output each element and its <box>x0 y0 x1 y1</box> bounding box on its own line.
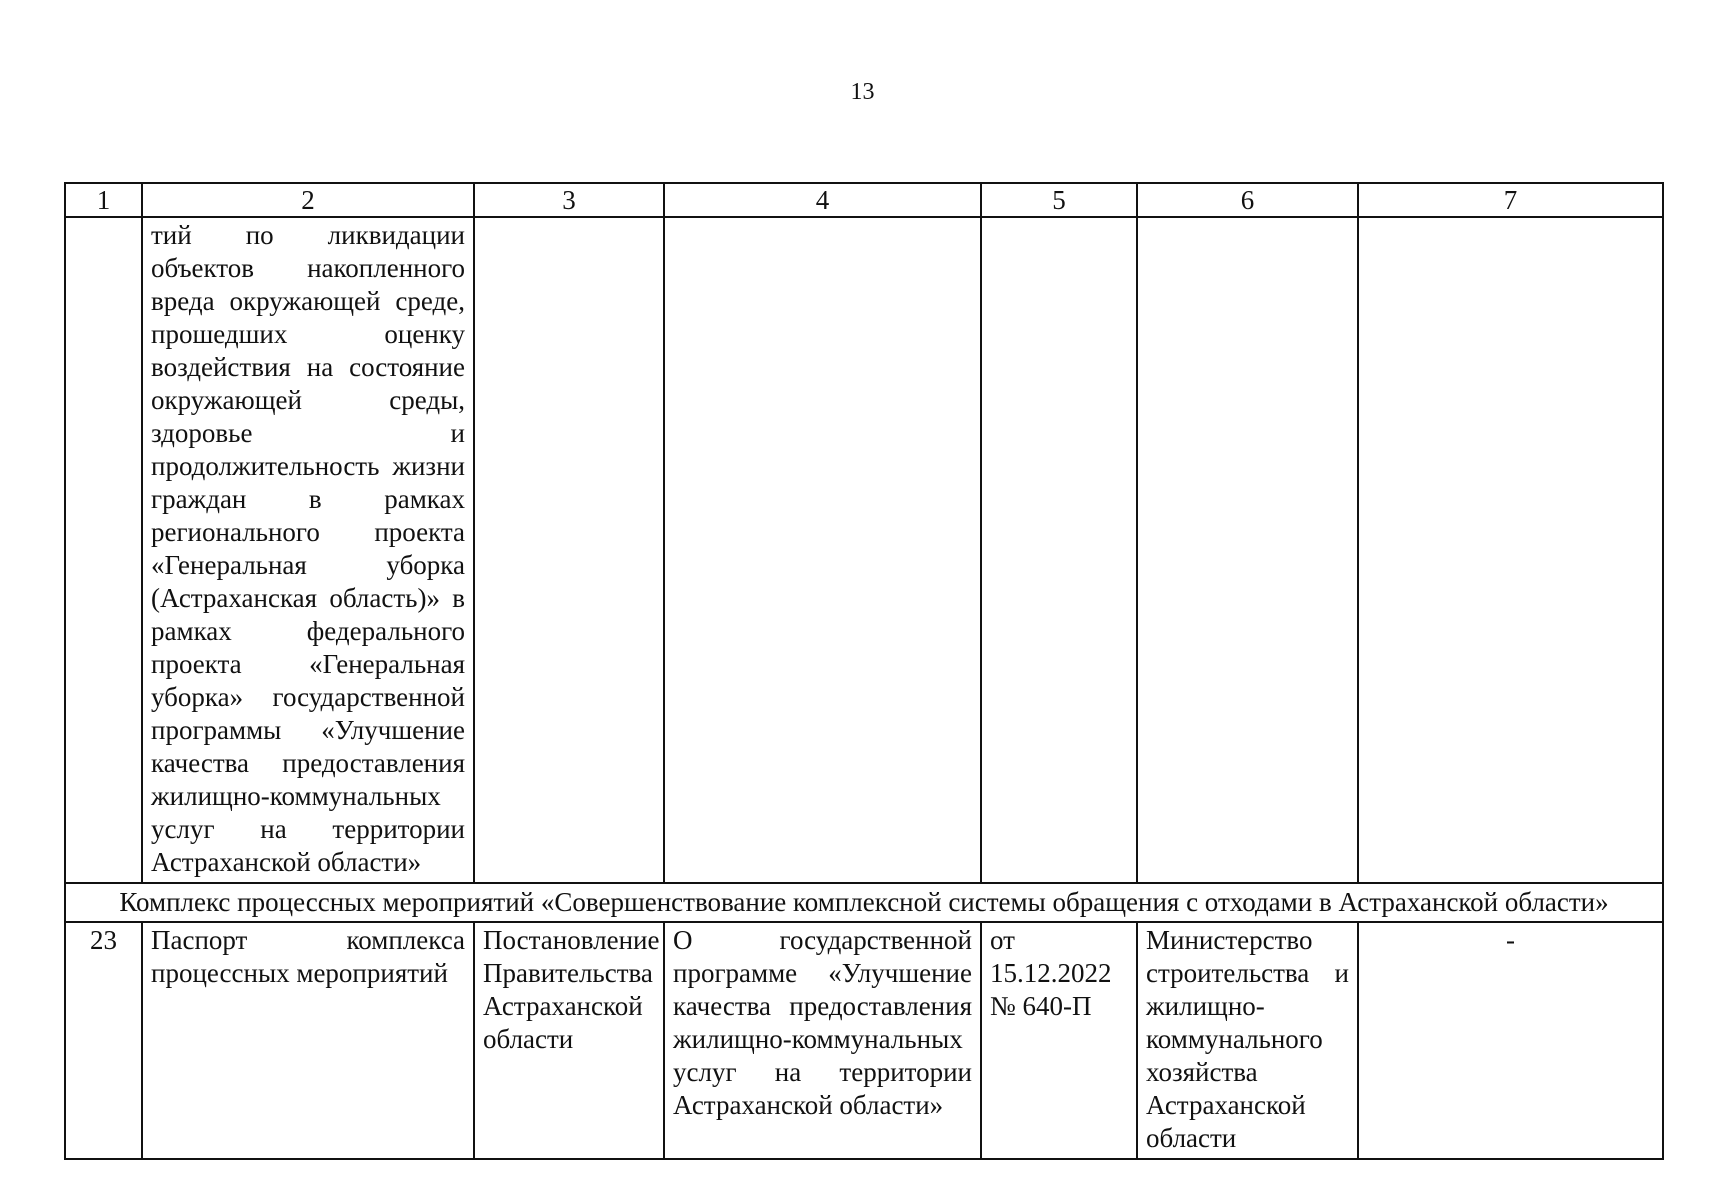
document-name-cell: Паспорт комплекса процессных мероприятий <box>142 922 474 1159</box>
document-number: № 640-П <box>990 991 1092 1021</box>
document-date-cell <box>981 922 1137 1159</box>
continued-row-name-cell: тий по ликвидации объектов накопленного вреда окружающей среде, прошедших оценку воздействия на состояние окружающей среды, здоровье и продолжительность жизни граждан в рамках регионального проекта «Генеральная уборка (Астраханская область)» в рамках федерального проекта «Генеральная уборка» государственной программы «Улучшение качества предоставления жилищно-коммунальных услуг на территории Астраханской области» <box>142 217 474 883</box>
section-heading-row <box>65 883 1663 922</box>
column-numbers-row <box>65 183 1663 217</box>
section-heading: Комплекс процессных мероприятий «Совершенствование комплексной системы обращения с отходами в Астраханской области» <box>65 883 1663 922</box>
continued-row-cell-4 <box>664 217 981 883</box>
table-row <box>65 922 1663 1159</box>
column-number-2: 2 <box>142 183 474 217</box>
document-title-cell: О государственной программе «Улучшение качества предоставления жилищно-коммунальных услуг на территории Астраханской области» <box>664 922 981 1159</box>
column-number-7: 7 <box>1358 183 1663 217</box>
column-number-6: 6 <box>1137 183 1358 217</box>
responsible-body-cell: Министерство строительства и жилищно-коммунального хозяйства Астраханской области <box>1137 922 1358 1159</box>
page-number: 13 <box>850 79 875 105</box>
continued-row-cell-5 <box>981 217 1137 883</box>
column-number-3: 3 <box>474 183 664 217</box>
continued-row-number-cell <box>65 217 142 883</box>
column-number-4: 4 <box>664 183 981 217</box>
document-date: от 15.12.2022 <box>990 925 1112 988</box>
document-type-cell: Постановление Правительства Астраханской области <box>474 922 664 1159</box>
continued-row <box>65 217 1663 883</box>
continued-row-cell-6 <box>1137 217 1358 883</box>
document-table <box>64 182 1664 1160</box>
note-cell: - <box>1358 922 1663 1159</box>
column-number-1: 1 <box>65 183 142 217</box>
column-number-5: 5 <box>981 183 1137 217</box>
continued-row-cell-3 <box>474 217 664 883</box>
row-number-cell: 23 <box>65 922 142 1159</box>
continued-row-cell-7 <box>1358 217 1663 883</box>
